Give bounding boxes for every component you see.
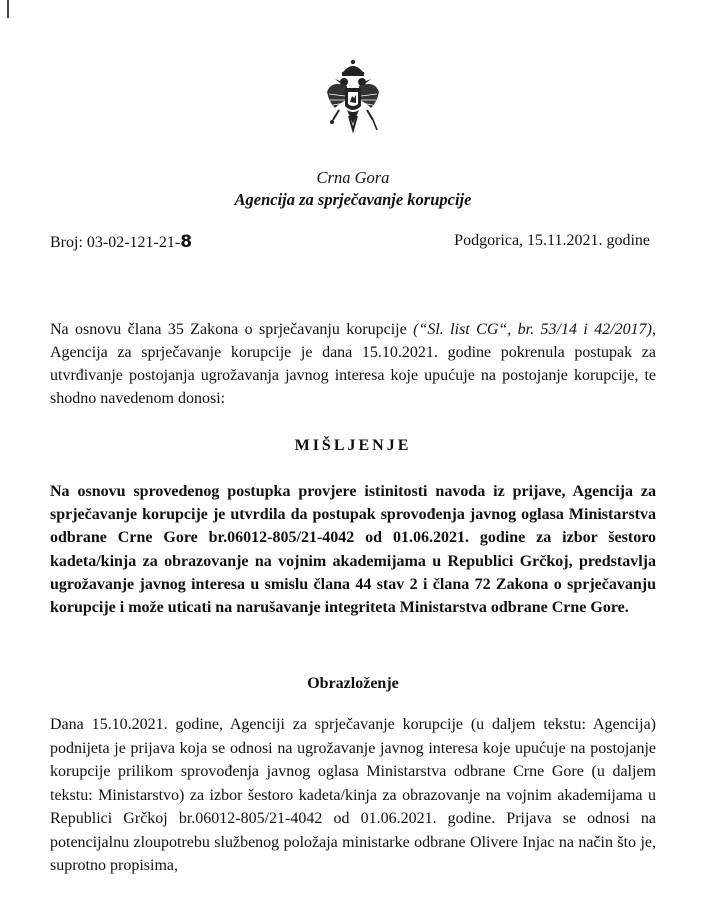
intro-citation: (“Sl. list CG“, br. 53/14 i 42/2017) [413, 321, 652, 338]
intro-part2: , Agencija za sprječavanje korupcije je dana 15.10.2021. godine pokrenula postupak za utvrđivanje postojanja ugrožavanja javnog interesa koje upućuje na postojanje korupcije, te shodno navedenom donosi: [50, 321, 656, 407]
reference-number-label: Broj: 03-02-121-21- [50, 234, 181, 251]
reasoning-title: Obrazloženje [307, 675, 399, 692]
header-agency: Agencija za sprječavanje korupcije [234, 190, 472, 209]
intro-part1: Na osnovu člana 35 Zakona o sprječavanju korupcije [50, 321, 414, 338]
scan-edge-mark [7, 0, 9, 18]
opinion-title: MIŠLJENJE [294, 437, 412, 454]
montenegro-coat-of-arms-icon [325, 58, 381, 138]
opinion-paragraph: Na osnovu sprovedenog postupka provjere istinitosti navoda iz prijave, Agencija za sprječavanje korupcije je utvrdila da postupak sprovođenja javnog oglasa Ministarstva odbrane Crne Gore br.06012-805/21-4042 od 01.06.2021. godine za izbor šestoro kadeta/kinja za obrazovanje na vojnim akademijama u Republici Grčkoj, predstavlja ugrožavanje javnog interesa u smislu člana 44 stav 2 i člana 72 Zakona o sprječavanju korupcije i može uticati na narušavanje integriteta Ministarstva odbrane Crne Gore. [50, 483, 656, 617]
document-date: Podgorica, 15.11.2021. godine [454, 232, 650, 249]
intro-paragraph [50, 318, 656, 410]
header-country: Crna Gora [316, 168, 390, 187]
reference-number [50, 232, 192, 252]
reasoning-paragraph: Dana 15.10.2021. godine, Agenciji za sprječavanje korupcije (u daljem tekstu: Agencija) podnijeta je prijava koja se odnosi na ugrožavanje javnog interesa koje upućuje na postojanje korupcije prilikom sprovođenja javnog oglasa Ministarstva odbrane Crne Gore (u daljem tekstu: Ministarstvo) za izbor šestoro kadeta/kinja za obrazovanje na vojnim akademijama u Republici Grčkoj br.06012-805/21-4042 od 01.06.2021. godine. Prijava se odnosi na potencijalnu zloupotrebu službenog položaja ministarke odbrane Olivere Injac na način što je, suprotno propisima, [50, 716, 656, 874]
reference-number-handwritten: 8 [180, 232, 193, 252]
